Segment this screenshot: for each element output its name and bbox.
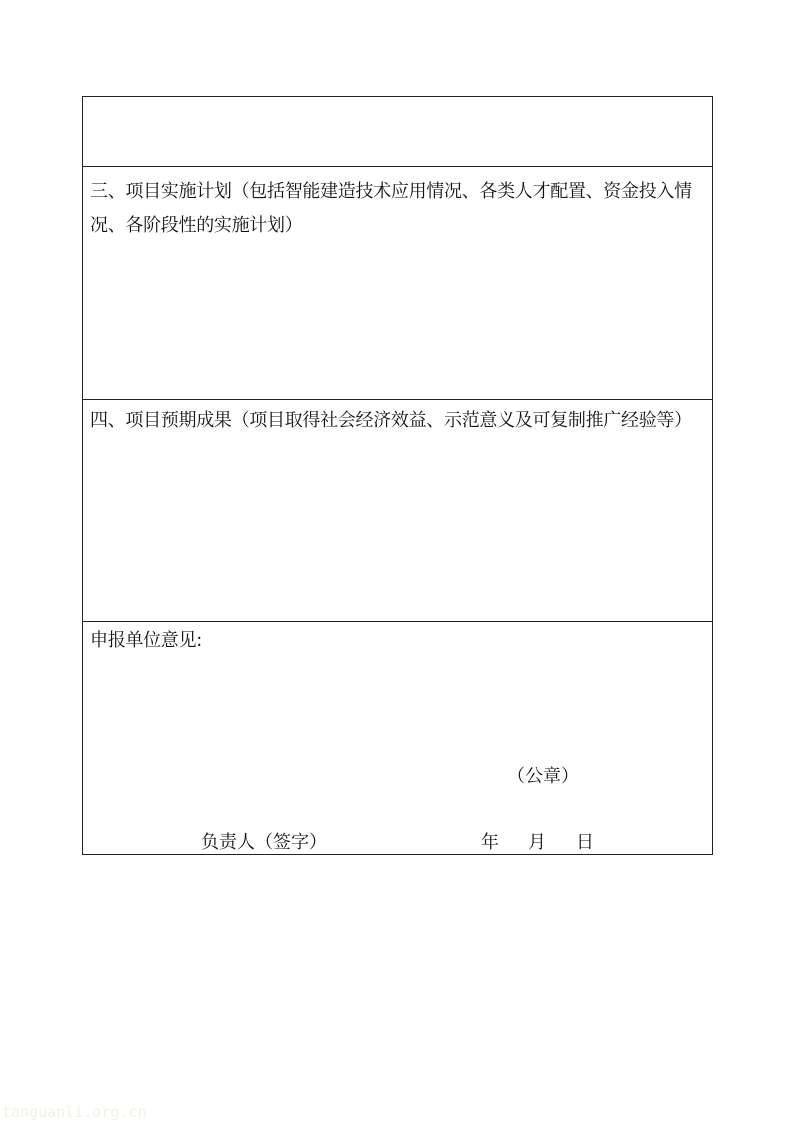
application-form-table (82, 96, 713, 855)
section-3-heading: 三、项目实施计划（包括智能建造技术应用情况、各类人才配置、资金投入情况、各阶段性的实施计划） (90, 181, 692, 236)
section-4-heading: 四、项目预期成果（项目取得社会经济效益、示范意义及可复制推广经验等） (90, 410, 692, 431)
opinion-heading: 申报单位意见: (90, 630, 202, 651)
month-label: 月 (528, 832, 546, 853)
seal-label: （公章） (507, 766, 579, 787)
section-applicant-opinion (83, 621, 712, 854)
section-implementation-plan (83, 166, 712, 399)
day-label: 日 (576, 832, 594, 853)
section-expected-results (83, 399, 712, 621)
signer-label: 负责人（签字） (201, 832, 327, 853)
year-label: 年 (481, 832, 499, 853)
watermark: tanguanli.org.cn (2, 1103, 147, 1121)
empty-row (83, 97, 712, 166)
